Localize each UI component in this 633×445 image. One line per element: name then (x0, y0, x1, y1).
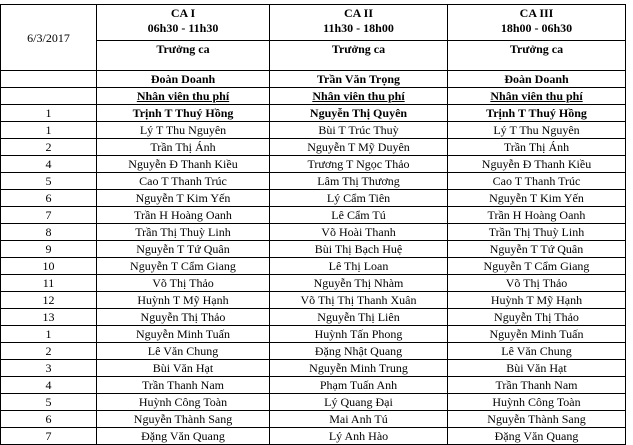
table-row (1, 343, 626, 360)
table-row (1, 309, 626, 326)
row-number: 5 (1, 394, 97, 411)
leader-row (1, 71, 626, 88)
table-row (1, 428, 626, 445)
row-number: 7 (1, 428, 97, 445)
shift-2-staff: Bùi T Trúc Thuỳ (270, 122, 448, 139)
row-number: 9 (1, 241, 97, 258)
shift-1-staff: Trịnh T Thuý Hồng (97, 105, 270, 122)
table-row (1, 377, 626, 394)
shift-3-staff: Trần Thị Ánh (448, 139, 626, 156)
shift-3-staff: Nguyễn T Tứ Quân (448, 241, 626, 258)
shift-1-staff: Nguyễn Thị Thảo (97, 309, 270, 326)
shift-1-staff: Võ Thị Thảo (97, 275, 270, 292)
row-number: 4 (1, 156, 97, 173)
shift-3-staff: Nguyễn Minh Tuấn (448, 326, 626, 343)
shift-2-staff: Trương T Ngọc Thảo (270, 156, 448, 173)
shift-1-name: CA I (170, 6, 196, 20)
shift-2-staff: Nguyễn Thị Liên (270, 309, 448, 326)
shift-2-staff-label: Nhân viên thu phí (270, 88, 448, 105)
shift-1-staff: Nguyễn Minh Tuấn (97, 326, 270, 343)
shift-1-staff-label: Nhân viên thu phí (97, 88, 270, 105)
row-number: 13 (1, 309, 97, 326)
shift-3-staff: Trần Thị Thuỳ Linh (448, 224, 626, 241)
shift-3-staff: Trịnh T Thuý Hồng (448, 105, 626, 122)
shift-1-staff: Trần H Hoàng Oanh (97, 207, 270, 224)
table-row (1, 139, 626, 156)
shift-2-header (270, 5, 448, 41)
table-row (1, 207, 626, 224)
shift-2-staff: Bùi Thị Bạch Huệ (270, 241, 448, 258)
shift-1-staff: Nguyễn T Tứ Quân (97, 241, 270, 258)
shift-header-row (1, 5, 626, 41)
row-number: 2 (1, 139, 97, 156)
shift-3-staff: Lê Văn Chung (448, 343, 626, 360)
shift-2-staff: Lê Thị Loan (270, 258, 448, 275)
shift-2-leader-label: Trưởng ca (270, 41, 448, 71)
shift-1-staff: Cao T Thanh Trúc (97, 173, 270, 190)
table-row (1, 275, 626, 292)
row-number: 12 (1, 292, 97, 309)
table-row (1, 241, 626, 258)
shift-3-staff-label: Nhân viên thu phí (448, 88, 626, 105)
table-row (1, 258, 626, 275)
shift-3-name: CA III (519, 6, 554, 20)
shift-1-header (97, 5, 270, 41)
shift-1-staff: Trần Thị Thuỳ Linh (97, 224, 270, 241)
shift-3-staff: Huỳnh T Mỹ Hạnh (448, 292, 626, 309)
table-row (1, 360, 626, 377)
shift-2-staff: Phạm Tuấn Anh (270, 377, 448, 394)
shift-3-staff: Bùi Văn Hạt (448, 360, 626, 377)
table-row (1, 292, 626, 309)
row-number: 7 (1, 207, 97, 224)
shift-2-staff: Đặng Nhật Quang (270, 343, 448, 360)
shift-3-header (448, 5, 626, 41)
shift-1-staff: Trần Thanh Nam (97, 377, 270, 394)
row-number: 4 (1, 377, 97, 394)
shift-1-leader: Đoàn Doanh (97, 71, 270, 88)
shift-3-staff: Huỳnh Công Toàn (448, 394, 626, 411)
shift-3-staff: Võ Thị Thảo (448, 275, 626, 292)
row-number: 2 (1, 343, 97, 360)
row-number: 6 (1, 411, 97, 428)
shift-3-staff: Trần Thanh Nam (448, 377, 626, 394)
shift-3-staff: Cao T Thanh Trúc (448, 173, 626, 190)
table-row (1, 224, 626, 241)
shift-3-staff: Nguyễn T Kim Yến (448, 190, 626, 207)
row-number: 8 (1, 224, 97, 241)
row-number: 5 (1, 173, 97, 190)
table-row (1, 122, 626, 139)
shift-2-staff: Mai Anh Tú (270, 411, 448, 428)
table-row (1, 156, 626, 173)
shift-3-staff: Đặng Văn Quang (448, 428, 626, 445)
shift-1-staff: Nguyễn Đ Thanh Kiều (97, 156, 270, 173)
shift-3-staff: Trần H Hoàng Oanh (448, 207, 626, 224)
table-row (1, 105, 626, 122)
shift-1-staff: Đặng Văn Quang (97, 428, 270, 445)
shift-2-staff: Võ Thị Thị Thanh Xuân (270, 292, 448, 309)
table-row (1, 173, 626, 190)
staff-label-row (1, 88, 626, 105)
shift-1-staff: Nguyễn T Kim Yến (97, 190, 270, 207)
table-row (1, 326, 626, 343)
shift-1-staff: Huỳnh T Mỹ Hạnh (97, 292, 270, 309)
shift-2-name: CA II (343, 6, 373, 20)
row-number: 10 (1, 258, 97, 275)
shift-1-staff: Nguyễn T Cẩm Giang (97, 258, 270, 275)
row-number: 1 (1, 122, 97, 139)
row-number: 3 (1, 360, 97, 377)
shift-3-staff: Nguyễn Thị Thảo (448, 309, 626, 326)
row-number: 1 (1, 105, 97, 122)
shift-2-staff: Lý Anh Hào (270, 428, 448, 445)
shift-3-staff: Nguyễn Thành Sang (448, 411, 626, 428)
shift-2-staff: Võ Hoài Thanh (270, 224, 448, 241)
shift-1-staff: Trần Thị Ánh (97, 139, 270, 156)
shift-2-staff: Lâm Thị Thương (270, 173, 448, 190)
schedule-date: 6/3/2017 (1, 5, 97, 71)
shift-1-time: 06h30 - 11h30 (147, 21, 219, 35)
leader-index-cell (1, 71, 97, 88)
shift-2-staff: Lê Cẩm Tú (270, 207, 448, 224)
shift-2-staff: Lý Cẩm Tiên (270, 190, 448, 207)
shift-1-leader-label: Trưởng ca (97, 41, 270, 71)
table-row (1, 394, 626, 411)
table-row (1, 190, 626, 207)
shift-schedule-table (0, 4, 626, 445)
shift-2-staff: Huỳnh Tấn Phong (270, 326, 448, 343)
shift-3-staff: Nguyễn Đ Thanh Kiều (448, 156, 626, 173)
shift-1-staff: Bùi Văn Hạt (97, 360, 270, 377)
shift-1-staff: Huỳnh Công Toàn (97, 394, 270, 411)
shift-2-leader: Trần Văn Trọng (270, 71, 448, 88)
shift-1-staff: Lê Văn Chung (97, 343, 270, 360)
shift-1-staff: Nguyễn Thành Sang (97, 411, 270, 428)
shift-3-leader: Đoàn Doanh (448, 71, 626, 88)
staff-index-cell (1, 88, 97, 105)
shift-2-staff: Lý Quang Đại (270, 394, 448, 411)
shift-2-staff: Nguyễn Minh Trung (270, 360, 448, 377)
shift-1-staff: Lý T Thu Nguyên (97, 122, 270, 139)
shift-2-time: 11h30 - 18h00 (323, 21, 394, 35)
shift-3-time: 18h00 - 06h30 (500, 21, 573, 35)
shift-2-staff: Nguyễn Thị Nhàm (270, 275, 448, 292)
row-number: 6 (1, 190, 97, 207)
row-number: 11 (1, 275, 97, 292)
row-number: 1 (1, 326, 97, 343)
shift-2-staff: Nguyễn T Mỹ Duyên (270, 139, 448, 156)
shift-2-staff: Nguyễn Thị Quyên (270, 105, 448, 122)
shift-3-staff: Nguyễn T Cẩm Giang (448, 258, 626, 275)
shift-3-leader-label: Trưởng ca (448, 41, 626, 71)
shift-3-staff: Lý T Thu Nguyên (448, 122, 626, 139)
